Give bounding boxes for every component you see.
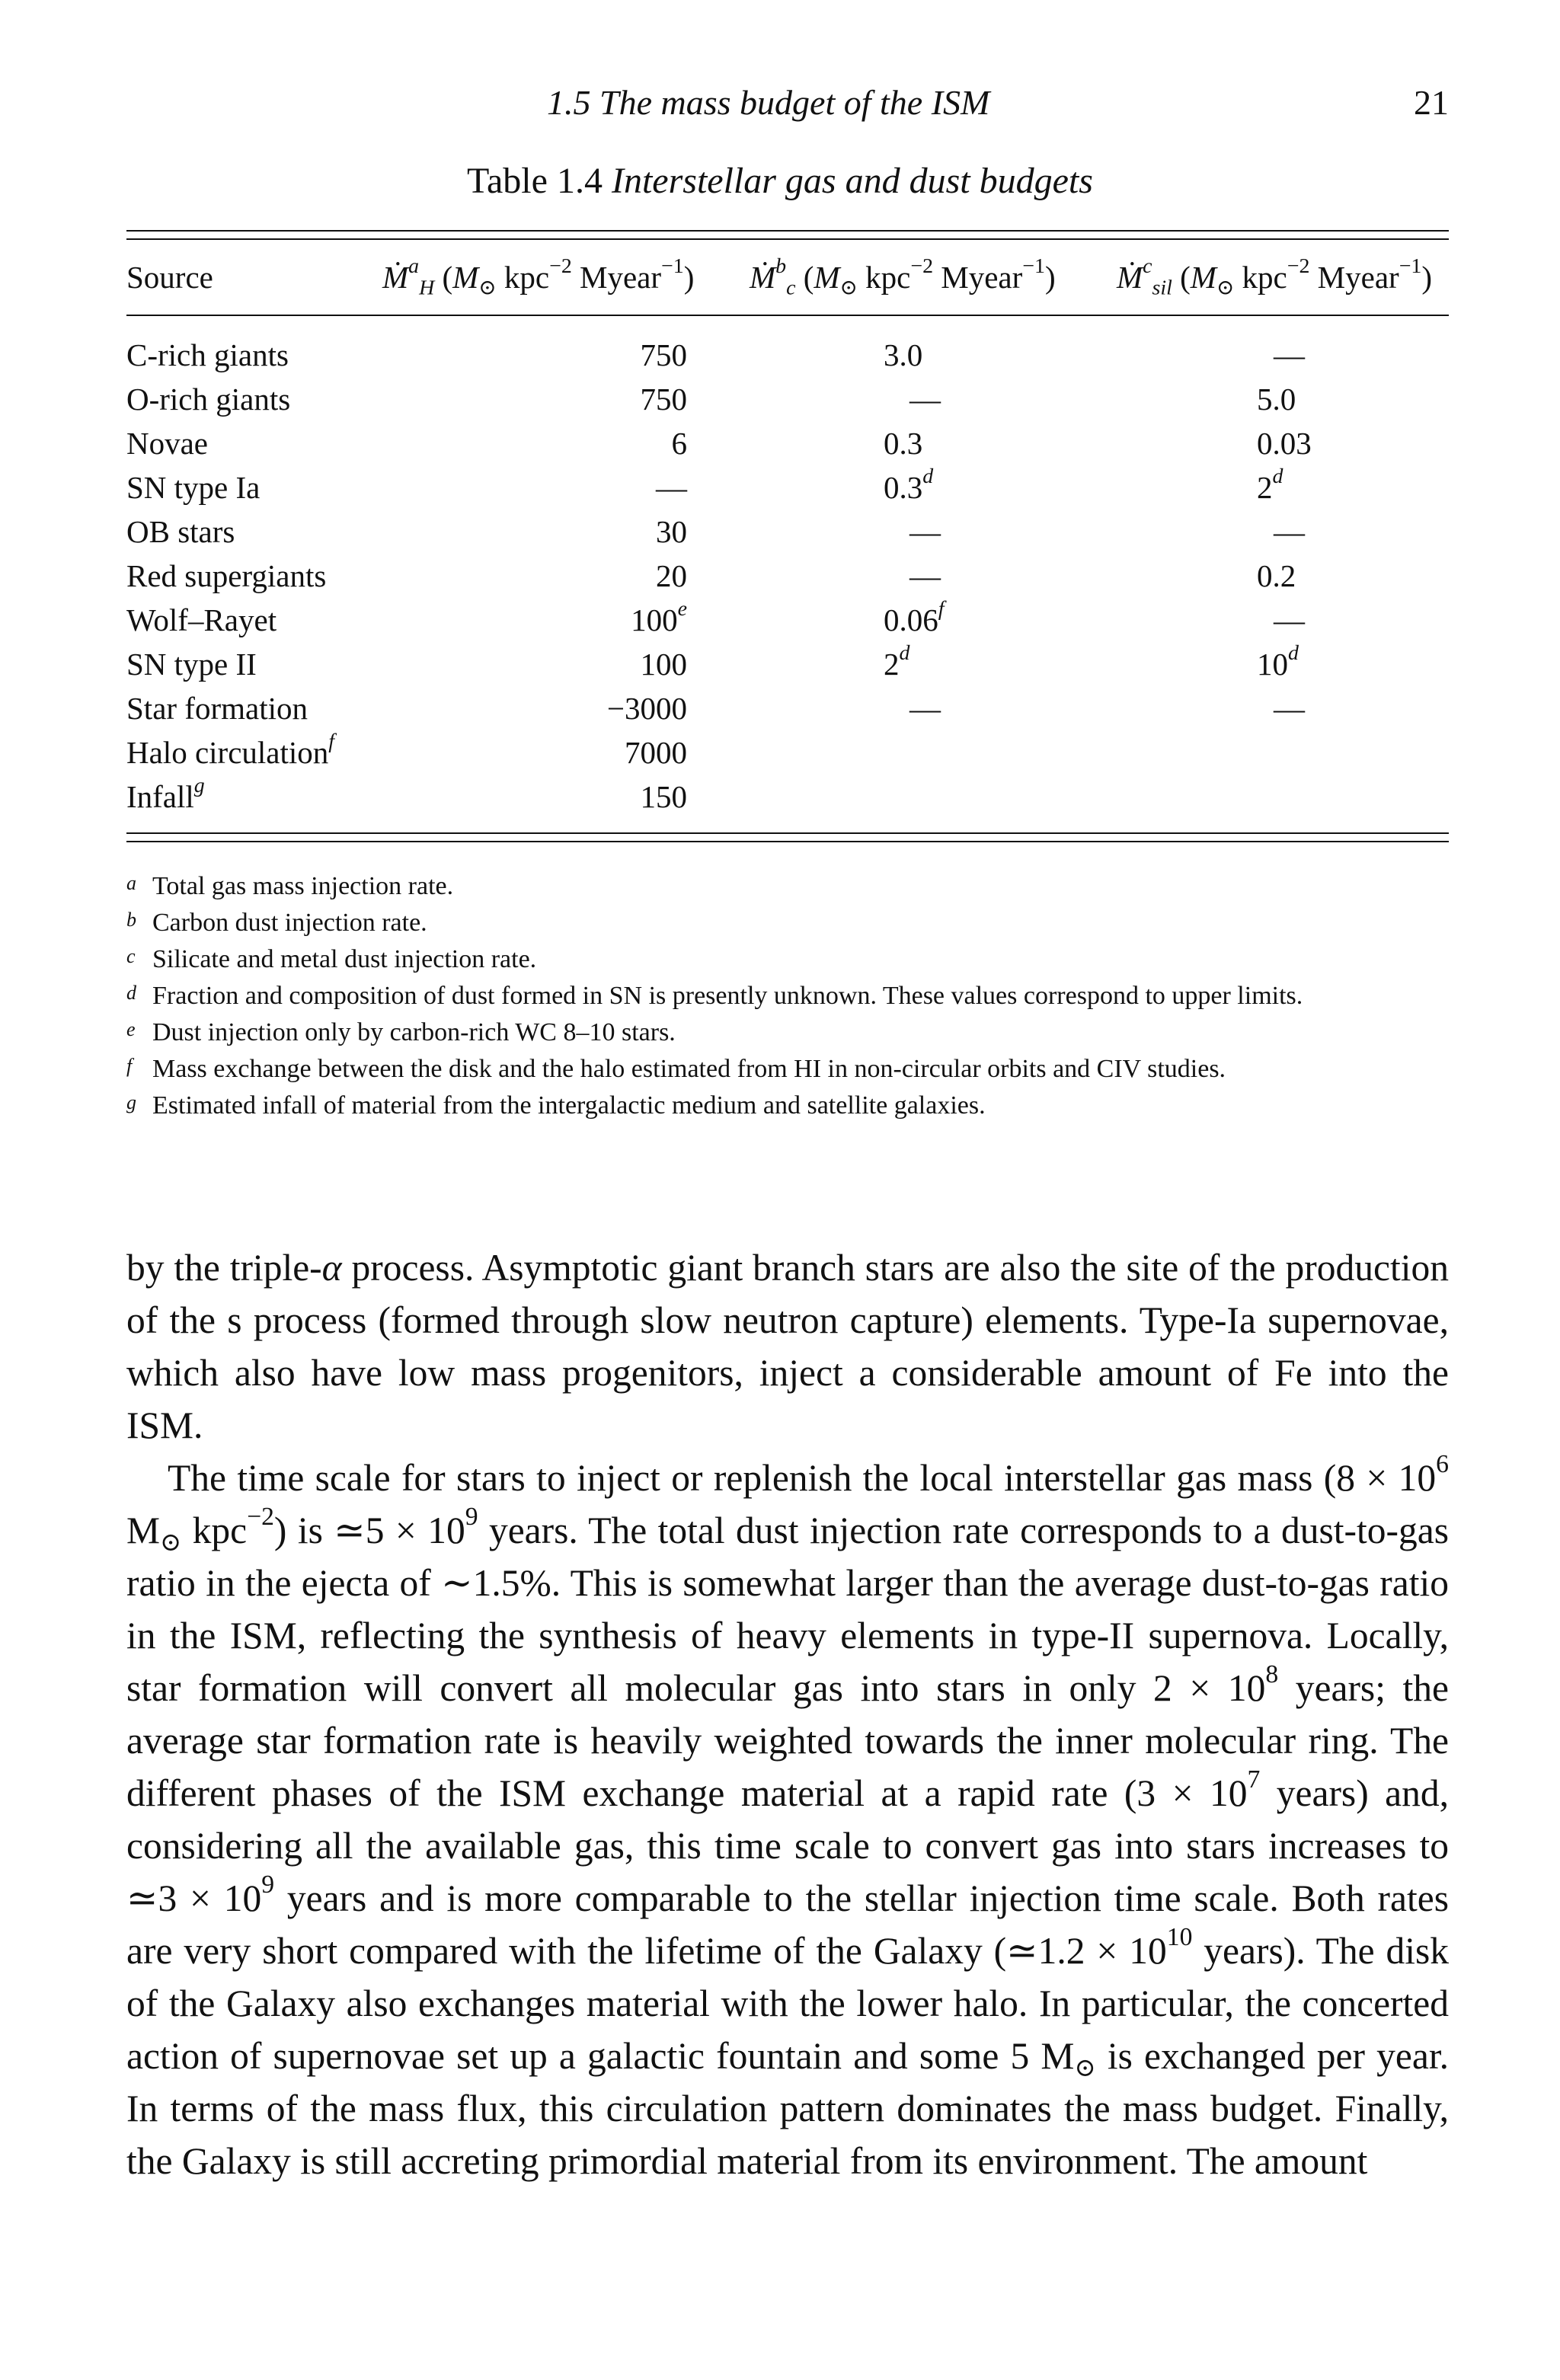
cell-silicate-rate: — [1274,602,1305,637]
table-row [126,425,1449,469]
footnote-mark: g [126,1091,136,1113]
table-title: Interstellar gas and dust budgets [611,161,1093,201]
footnote-mark: e [126,1018,136,1040]
table-header-rule [126,315,1449,316]
header-source: Source [126,260,213,295]
cell-carbon-rate: 2$^d$ [884,641,910,682]
table-row [126,337,1449,381]
cell-gas-rate: 750 [640,382,687,417]
table-top-rule [126,230,1449,232]
running-head-title: 1.5 The mass budget of the ISM [547,83,990,122]
footnote [126,1088,1449,1124]
table-bottom-rule [126,832,1449,834]
footnote-text: Silicate and metal dust injection rate. [152,945,537,973]
footnote-text: Estimated infall of material from the intergalactic medium and satellite galaxies. [152,1091,986,1120]
cell-gas-rate: 150 [640,779,687,814]
table-row [126,557,1449,602]
table-bottom-rule-inner [126,841,1449,842]
footnote-mark: f [126,1055,133,1077]
footnote [126,978,1449,1014]
table-header-row [126,254,1449,305]
footnote [126,905,1449,941]
footnote-mark: c [126,945,136,967]
table-row [126,381,1449,425]
cell-source: SN type Ia [126,470,261,505]
cell-silicate-rate: — [1274,514,1305,549]
cell-gas-rate: 6 [671,426,687,461]
cell-source: C-rich giants [126,337,289,372]
cell-carbon-rate: — [909,691,941,726]
table-row [126,596,1449,646]
footnote-mark: d [126,982,136,1004]
table-footnotes [126,868,1449,1124]
cell-silicate-rate: 2$^d$ [1257,464,1283,505]
cell-carbon-rate: 0.3$^d$ [884,464,934,505]
table-top-rule-inner [126,238,1449,240]
page-number: 21 [1414,83,1449,122]
cell-gas-rate: 7000 [625,735,687,770]
cell-gas-rate: 100 [640,647,687,682]
footnote-text: Fraction and composition of dust formed in SN is presently unknown. These values correspond to upper limits. [152,982,1303,1010]
header-gas-rate: Ṁ$^a_H$ ($M_⊙$ kpc$^{-2}$ Myear$^{-1}$) [382,254,695,300]
paragraph: The time scale for stars to inject or replenish the local interstellar gas mass ($8 \times 10^6$ $M_⊙$ kpc$^{-2}$) is ≃5 × $10^9$ years. The total dust injection rate corresponds to a dust-to-gas ratio in the ejecta of ∼1.5%. This is somewhat larger than the average dust-to-gas ratio in the ISM, reflecting the synthesis of heavy elements in type-II supernova. Locally, star formation will convert all molecular gas into stars in only $2 \times 10^8$ years; the average star formation rate is heavily weighted towards the inner molecular ring. The different phases of the ISM exchange material at a rapid rate ($3 \times 10^7$ years) and, considering all the available gas, this time scale to convert gas into stars increases to ≃3 × $10^9$ years and is more comparable to the stellar injection time scale. Both rates are very short compared with the lifetime of the Galaxy (≃1.2 × $10^{10}$ years). The disk of the Galaxy also exchanges material with the lower halo. In particular, the concerted action of supernovae set up a galactic fountain and some 5 $M_⊙$ is exchanged per year. In terms of the mass flux, this circulation pattern dominates the mass budget. Finally, the Galaxy is still accreting primordial material from its environment. The amount [126,1449,1450,2182]
cell-gas-rate: — [656,470,687,505]
running-head [0,82,1560,128]
footnote [126,1014,1449,1051]
cell-source: Red supergiants [126,558,327,593]
table-row [126,464,1449,513]
footnote [126,868,1449,905]
cell-source: Novae [126,426,209,461]
cell-source: Star formation [126,691,308,726]
footnote [126,941,1449,978]
cell-carbon-rate: 0.06$^f$ [884,596,945,637]
footnote [126,1051,1449,1088]
cell-carbon-rate: — [909,382,941,417]
cell-source: OB stars [126,514,235,549]
table-row [126,513,1449,557]
cell-gas-rate: 100e [631,596,687,637]
cell-silicate-rate: 10$^d$ [1257,641,1299,682]
cell-silicate-rate: 5.0 [1257,382,1296,417]
cell-silicate-rate: 0.03 [1257,426,1312,461]
paragraph: by the triple-α process. Asymptotic giant branch stars are also the site of the production of the s process (formed through slow neutron capture) elements. Type-Ia supernovae, which also have low mass progenitors, inject a considerable amount of Fe into the ISM. [126,1247,1450,1446]
table-body [126,337,1449,823]
footnote-mark: a [126,872,136,894]
footnote-text: Dust injection only by carbon-rich WC 8–10 stars. [152,1018,676,1046]
cell-carbon-rate: — [909,514,941,549]
cell-gas-rate: 20 [656,558,687,593]
cell-source: Infall$^g$ [126,773,205,814]
cell-carbon-rate: 3.0 [884,337,923,372]
table-label: Table 1.4 [467,161,603,201]
cell-source: Wolf–Rayet [126,602,277,637]
cell-silicate-rate: 0.2 [1257,558,1296,593]
cell-gas-rate: −3000 [606,691,687,726]
header-carbon-rate: Ṁ$^b_c$ ($M_⊙$ kpc$^{-2}$ Myear$^{-1}$) [750,254,1056,300]
table-row [126,690,1449,734]
body-text [126,1241,1449,2187]
footnote-text: Total gas mass injection rate. [152,872,454,900]
cell-silicate-rate: — [1274,691,1305,726]
cell-carbon-rate: — [909,558,941,593]
footnote-mark: b [126,909,136,931]
cell-source: O-rich giants [126,382,291,417]
header-silicate-rate: Ṁ$^c_{sil}$ ($M_⊙$ kpc$^{-2}$ Myear$^{-1}$) [1117,254,1433,300]
footnote-text: Carbon dust injection rate. [152,909,427,937]
table-row [126,773,1449,823]
cell-source: Halo circulation$^f$ [126,729,335,770]
cell-source: SN type II [126,647,257,682]
cell-gas-rate: 30 [656,514,687,549]
footnote-text: Mass exchange between the disk and the halo estimated from HI in non-circular orbits and CIV studies. [152,1055,1226,1083]
table-row [126,729,1449,778]
cell-silicate-rate: — [1274,337,1305,372]
cell-gas-rate: 750 [640,337,687,372]
cell-carbon-rate: 0.3 [884,426,923,461]
table-caption [0,160,1560,202]
table-row [126,641,1449,690]
